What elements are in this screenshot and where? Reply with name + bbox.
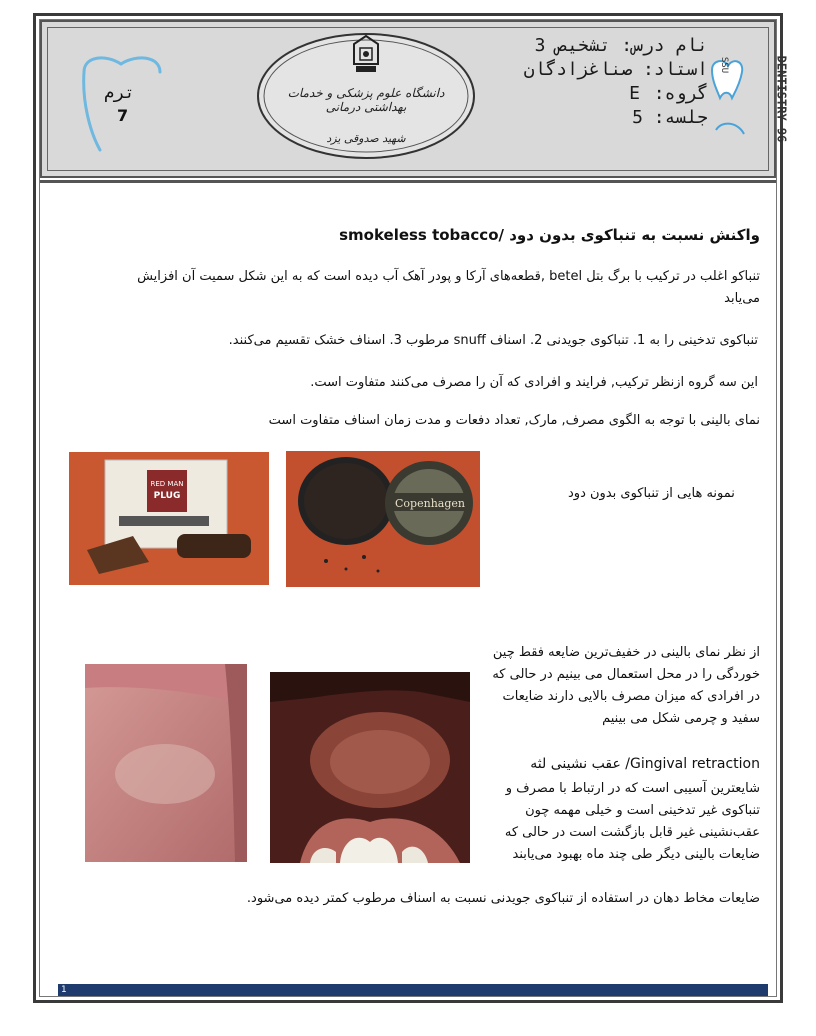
dentistry-logo	[702, 40, 762, 158]
gingival-heading: Gingival retraction/ عقب نشینی لثه	[530, 756, 760, 772]
term-label: ترم	[104, 83, 135, 103]
plug-tobacco-photo	[69, 452, 269, 585]
paragraph-1: تنباکو اغلب در ترکیب با برگ بتل betel ,قطعه‌های آرکا و پودر آهک آب دیده است که به این شکل سمیت آن افزایش می‌یابد	[137, 269, 760, 306]
university-city: شهید صدوقی یزد	[326, 132, 406, 145]
page-title: واکنش نسبت به تنباکوی بدون دود /smokeless tobacco	[339, 226, 760, 244]
gingival-recession-photo	[270, 672, 470, 863]
course-name: نام درس: تشخیص 3	[534, 35, 708, 56]
university-name: دانشگاه علوم پزشکی و خدمات بهداشتی درمانی	[287, 86, 445, 114]
tin-label: Copenhagen	[395, 497, 465, 510]
paragraph-4: نمای بالینی با توجه به الگوی مصرف, مارک, تعداد دفعات و مدت زمان اسناف متفاوت است	[268, 413, 760, 428]
footer-bar	[58, 984, 768, 996]
plug-label-1: RED MAN	[150, 480, 184, 488]
brand-subtext: SSU	[719, 56, 730, 74]
session-label: جلسه: 5	[632, 107, 708, 128]
paragraph-6: شایعترین آسیبی است که در ارتباط با مصرف و تنباکوی غیر تدخینی است و خیلی مهمه چون عقب‌نشینی غیر قابل بازگشت است در حالی که ضایعات بالینی دیگر طی چند ماه بهبود می‌یابند	[504, 781, 760, 862]
course-info	[448, 34, 708, 130]
header-divider	[40, 180, 776, 183]
group-label: گروه: E	[629, 83, 708, 104]
term-number: 7	[117, 106, 129, 125]
paragraph-5: از نظر نمای بالینی در خفیف‌ترین ضایعه فقط چین خوردگی را در محل استعمال می بینیم در حالی که در افرادی که میزان مصرف بالایی دارند ضایعات سفید و چرمی شکل می بینیم	[492, 645, 760, 726]
photo-caption: نمونه هایی از تنباکوی بدون دود	[568, 486, 735, 501]
paragraph-3: این سه گروه ازنظر ترکیب, فرایند و افرادی که آن را مصرف می‌کنند متفاوت است.	[310, 375, 758, 390]
instructor-name: استاد: صناغزادگان	[523, 59, 708, 80]
paragraph-7: ضایعات مخاط دهان در استفاده از تنباکوی جویدنی نسبت به اسناف مرطوب کمتر دیده می‌شود.	[246, 891, 760, 906]
plug-label-2: PLUG	[153, 491, 181, 501]
mucosa-lesion-photo	[85, 664, 247, 862]
snuff-tin-photo	[286, 451, 480, 587]
paragraph-2: تنباکوی تدخینی را به 1. تنباکوی جویدنی 2. اسناف snuff مرطوب 3. اسناف خشک تقسیم می‌کنند.	[228, 333, 758, 348]
page-number: 1	[61, 985, 67, 995]
brand-text: DENTISTRY 96	[774, 55, 789, 143]
